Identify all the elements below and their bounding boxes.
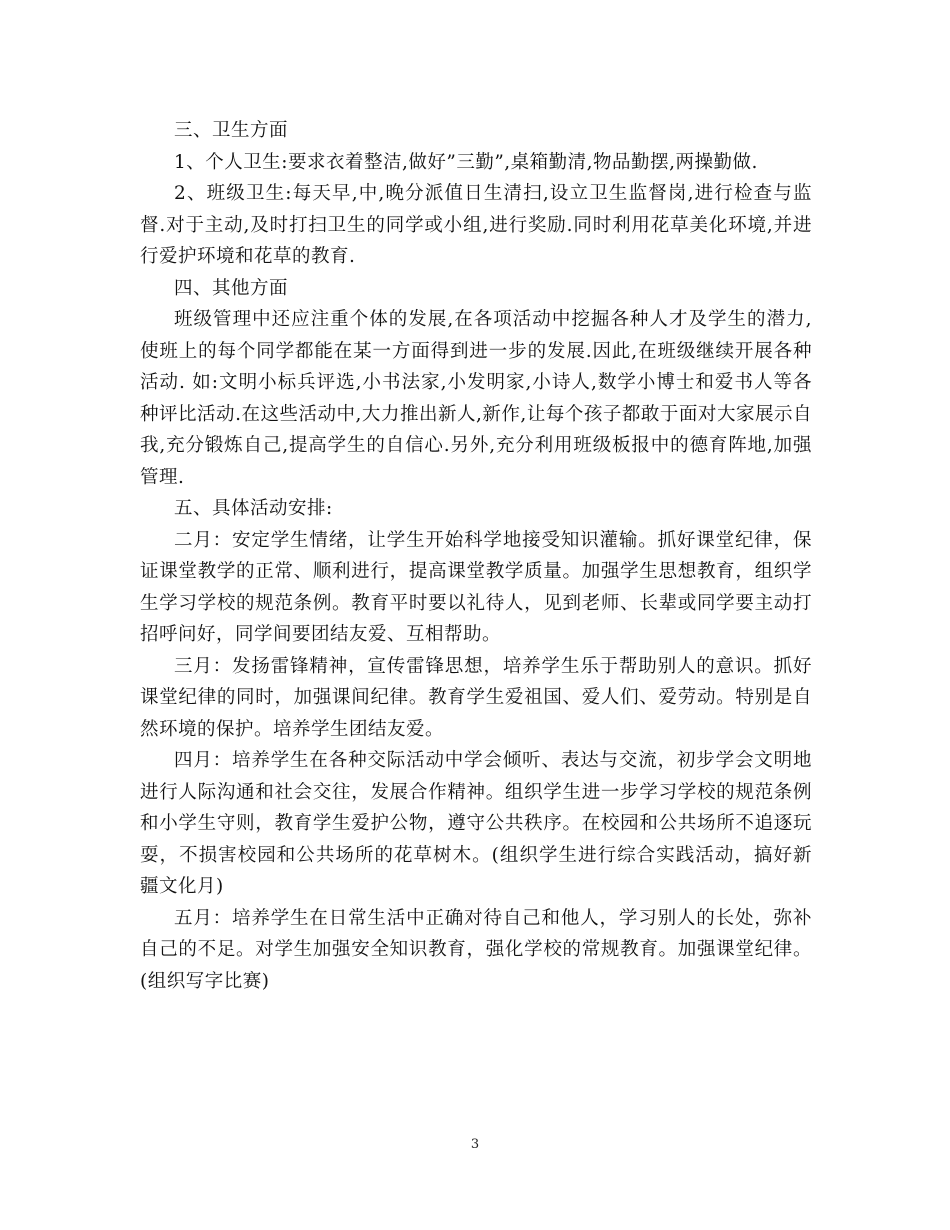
paragraph-may: 五月：培养学生在日常生活中正确对待自己和他人，学习别人的长处，弥补自己的不足。对学生加强安全知识教育，强化学校的常规教育。加强课堂纪律。(组织写字比赛) (140, 907, 812, 992)
document-body (140, 115, 812, 997)
paragraph-class-hygiene: 2、班级卫生:每天早,中,晚分派值日生清扫,设立卫生监督岗,进行检查与监督.对于主动,及时打扫卫生的同学或小组,进行奖励.同时利用花草美化环境,并进行爱护环境和花草的教育. (140, 183, 812, 267)
section-heading-hygiene: 三、卫生方面 (174, 120, 289, 141)
paragraph-february: 二月：安定学生情绪，让学生开始科学地接受知识灌输。抓好课堂纪律，保证课堂教学的正常、顺利进行，提高课堂教学质量。加强学生思想教育，组织学生学习学校的规范条例。教育平时要以礼待人，见到老师、长辈或同学要主动打招呼问好，同学间要团结友爱、互相帮助。 (140, 529, 812, 645)
page-number: 3 (470, 1137, 480, 1152)
section-heading-other: 四、其他方面 (174, 277, 289, 299)
paragraph-class-management: 班级管理中还应注重个体的发展,在各项活动中挖掘各种人才及学生的潜力,使班上的每个同学都能在某一方面得到进一步的发展.因此,在班级继续开展各种活动. 如:文明小标兵评选,小书法家,小发明家,小诗人,数学小博士和爱书人等各种评比活动.在这些活动中,大力推出新人,新作,让每个孩子都敢于面对大家展示自我,充分锻炼自己,提高学生的自信心.另外,充分利用班级板报中的德育阵地,加强管理. (140, 309, 812, 488)
paragraph-personal-hygiene: 1、个人卫生:要求衣着整洁,做好”三勤”,桌箱勤清,物品勤摆,两操勤做. (174, 151, 758, 173)
section-heading-activities: 五、具体活动安排: (174, 498, 333, 519)
paragraph-march: 三月：发扬雷锋精神，宣传雷锋思想，培养学生乐于帮助别人的意识。抓好课堂纪律的同时，加强课间纪律。教育学生爱祖国、爱人们、爱劳动。特别是自然环境的保护。培养学生团结友爱。 (140, 655, 812, 740)
paragraph-april: 四月：培养学生在各种交际活动中学会倾听、表达与交流，初步学会文明地进行人际沟通和社会交往，发展合作精神。组织学生进一步学习学校的规范条例和小学生守则，教育学生爱护公物，遵守公共秩序。在校园和公共场所不追逐玩耍，不损害校园和公共场所的花草树木。(组织学生进行综合实践活动，搞好新疆文化月) (140, 750, 812, 897)
